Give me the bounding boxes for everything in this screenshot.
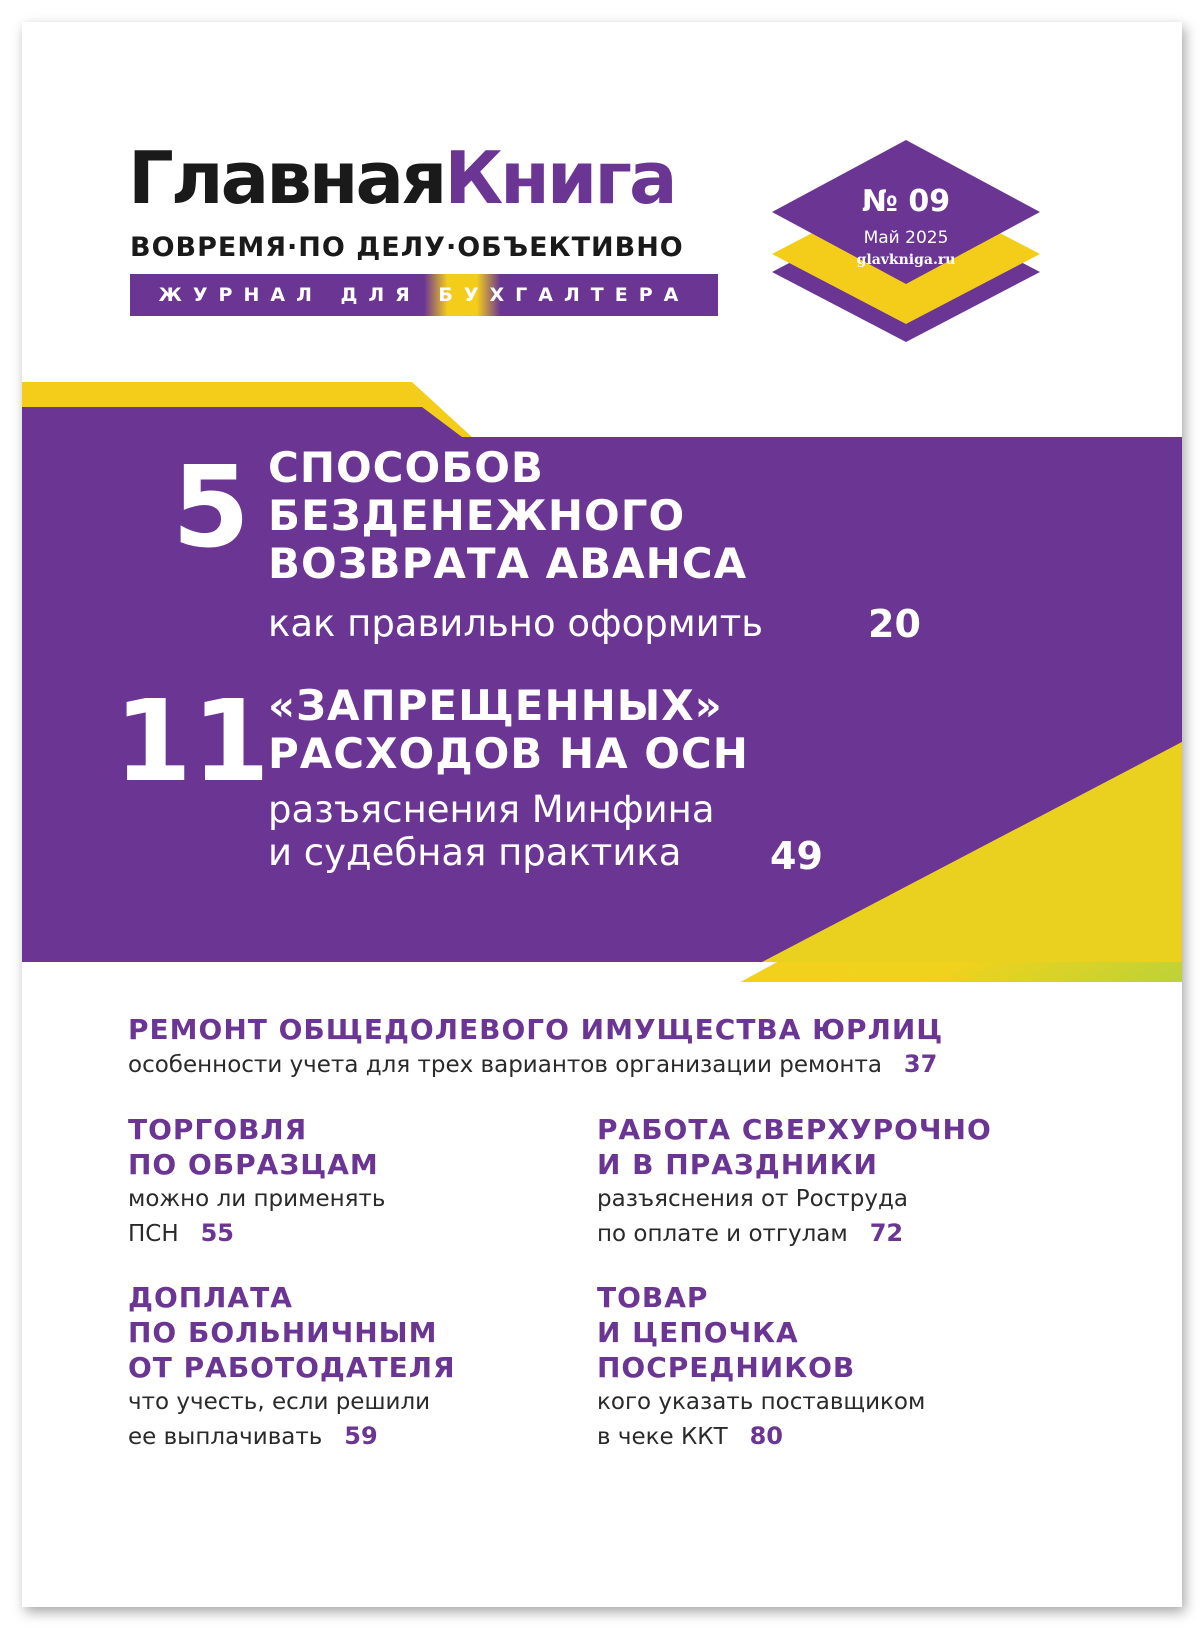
issue-badge xyxy=(760,132,1052,342)
article-title-line: И В ПРАЗДНИКИ xyxy=(597,1148,878,1181)
issue-date: Май 2025 xyxy=(863,228,949,248)
article-title-line: РАБОТА СВЕРХУРОЧНО xyxy=(597,1113,992,1146)
article-title-line: И ЦЕПОЧКА xyxy=(597,1316,799,1349)
hero-2-subtitle xyxy=(268,788,715,874)
hero-2-title-line: «ЗАПРЕЩЕННЫХ» xyxy=(268,681,723,730)
article-repair xyxy=(128,1012,943,1082)
article-sick-leave xyxy=(128,1280,456,1454)
article-subtitle-line: ПСН 55 xyxy=(128,1219,234,1247)
article-subtitle-line: разъяснения от Роструда xyxy=(597,1186,908,1212)
hero-1-number: 5 xyxy=(172,443,250,573)
hero-2-title-line: РАСХОДОВ НА ОСН xyxy=(268,729,749,778)
article-subtitle-line: что учесть, если решили xyxy=(128,1389,431,1415)
article-subtitle: особенности учета для трех вариантов организации ремонта 37 xyxy=(128,1050,938,1078)
article-title-line: ДОПЛАТА xyxy=(128,1281,293,1314)
article-trade-samples xyxy=(128,1112,385,1251)
article-page-number: 72 xyxy=(869,1219,904,1247)
magazine-cover xyxy=(22,22,1182,1607)
journal-label: ЖУРНАЛ ДЛЯ БУХГАЛТЕРА xyxy=(158,284,690,306)
article-subtitle-line: кого указать поставщиком xyxy=(597,1389,926,1415)
article-page-number: 80 xyxy=(749,1422,784,1450)
article-title-line: ОТ РАБОТОДАТЕЛЯ xyxy=(128,1351,456,1384)
magazine-tagline: ВОВРЕМЯ·ПО ДЕЛУ·ОБЪЕКТИВНО xyxy=(130,232,684,263)
article-subtitle-line: по оплате и отгулам 72 xyxy=(597,1219,904,1247)
hero-1-subtitle: как правильно оформить xyxy=(268,602,764,645)
hero-2-number: 11 xyxy=(114,677,270,807)
hero-2-page-number: 49 xyxy=(770,834,823,878)
article-page-number: 55 xyxy=(200,1219,234,1247)
article-subtitle-line: в чеке ККТ 80 xyxy=(597,1422,784,1450)
article-title-line: ПОСРЕДНИКОВ xyxy=(597,1351,856,1384)
logo-part-book: Книга xyxy=(444,136,675,220)
hero-1-title-line: БЕЗДЕНЕЖНОГО xyxy=(268,491,686,540)
article-subtitle-line: ее выплачивать 59 xyxy=(128,1422,378,1450)
article-page-number: 37 xyxy=(903,1050,938,1078)
logo-part-main: Главная xyxy=(128,136,445,220)
hero-2-subtitle-line: и судебная практика xyxy=(268,831,682,874)
hero-2-title xyxy=(268,682,749,778)
article-title-line: ТОРГОВЛЯ xyxy=(128,1113,308,1146)
article-intermediaries xyxy=(597,1280,925,1454)
article-title-line: ПО ОБРАЗЦАМ xyxy=(128,1148,379,1181)
article-title-line: ПО БОЛЬНИЧНЫМ xyxy=(128,1316,438,1349)
magazine-logo xyxy=(128,136,675,220)
article-subtitle-line: можно ли применять xyxy=(128,1186,386,1212)
issue-number: № 09 xyxy=(861,184,951,219)
article-title-line: ТОВАР xyxy=(597,1281,709,1314)
hero-1-title-line: ВОЗВРАТА АВАНСА xyxy=(268,539,748,588)
hero-1-page-number: 20 xyxy=(868,602,921,646)
article-overtime xyxy=(597,1112,992,1251)
hero-2-subtitle-line: разъяснения Минфина xyxy=(268,788,715,831)
issue-website: glavkniga.ru xyxy=(856,252,956,268)
hero-1-title-line: СПОСОБОВ xyxy=(268,443,544,492)
article-page-number: 59 xyxy=(344,1422,378,1450)
article-title: РЕМОНТ ОБЩЕДОЛЕВОГО ИМУЩЕСТВА ЮРЛИЦ xyxy=(128,1013,944,1046)
hero-1-title xyxy=(268,444,747,588)
